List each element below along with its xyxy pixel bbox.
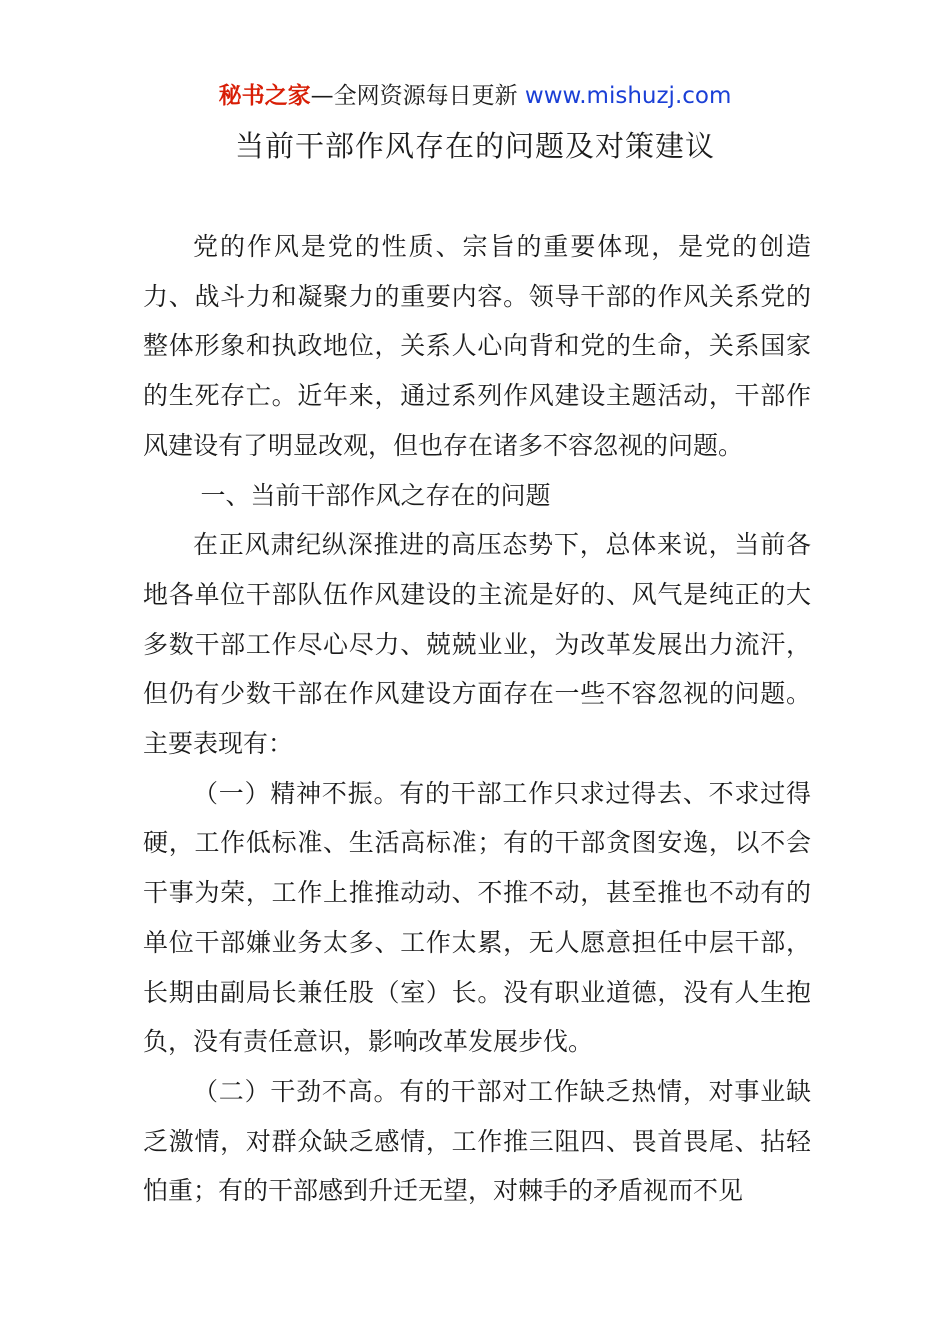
document-body	[143, 222, 811, 1216]
document-title: 当前干部作风存在的问题及对策建议	[234, 129, 715, 163]
site-header	[0, 80, 950, 112]
site-brand: 秘书之家	[218, 83, 311, 109]
paragraph-item-1: （一）精神不振。有的干部工作只求过得去、不求过得硬，工作低标准、生活高标准；有的干部贪图安逸，以不会干事为荣，工作上推推动动、不推不动，甚至推也不动有的单位干部嫌业务太多、工作太累，无人愿意担任中层干部，长期由副局长兼任股（室）长。没有职业道德，没有人生抱负，没有责任意识，影响改革发展步伐。	[143, 778, 811, 1057]
paragraph-intro: 党的作风是党的性质、宗旨的重要体现，是党的创造力、战斗力和凝聚力的重要内容。领导干部的作风关系党的整体形象和执政地位，关系人心向背和党的生命，关系国家的生死存亡。近年来，通过系列作风建设主题活动，干部作风建设有了明显改观，但也存在诸多不容忽视的问题。	[143, 232, 811, 460]
paragraph-item-2: （二）干劲不高。有的干部对工作缺乏热情，对事业缺乏激情，对群众缺乏感情，工作推三阻四、畏首畏尾、拈轻怕重；有的干部感到升迁无望，对棘手的矛盾视而不见	[143, 1076, 811, 1206]
section-heading-1: 一、当前干部作风之存在的问题	[200, 480, 551, 510]
paragraph-overview: 在正风肃纪纵深推进的高压态势下，总体来说，当前各地各单位干部队伍作风建设的主流是好的、风气是纯正的大多数干部工作尽心尽力、兢兢业业，为改革发展出力流汗，但仍有少数干部在作风建设方面存在一些不容忽视的问题。主要表现有：	[143, 530, 811, 759]
site-url-link[interactable]: www.mishuzj.com	[524, 83, 732, 109]
site-tagline: —全网资源每日更新	[310, 83, 518, 109]
